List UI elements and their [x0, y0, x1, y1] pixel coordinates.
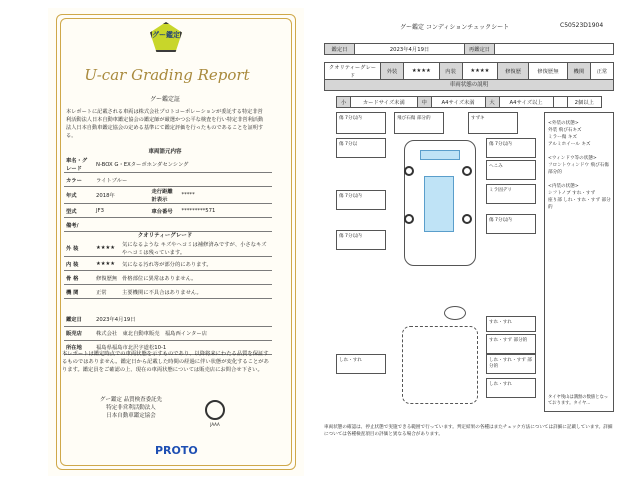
steering-wheel-icon [444, 306, 466, 320]
damage-box: 傷 7分以内 [486, 214, 536, 234]
info-table [64, 312, 272, 355]
damage-box: 傷 7分以内 [486, 138, 536, 158]
table-row: 車名・グレード N-BOX G・EXターボホンダセンシング [64, 156, 272, 173]
legend-text: <外装の状態> 外装 飛び石キズ ミラー傷 キズ アルミホイール キズ <ウィンドウ等の状態> フロントウィンドウ 飛び石傷 部分的 <内装の状態> シフトノブ すれ・すず 座り部 しれ・すれ・すず 部分的 [548, 121, 611, 210]
table-row: カラー ライトブルー [64, 173, 272, 187]
table-row: 備考/ [64, 218, 272, 232]
table-row: 機 関 正常 主要機関に不具合はありません。 [64, 285, 272, 299]
table-row: 小 カードサイズ未満 中 A4サイズ未満 大 A4サイズ以上 2個以上 [337, 97, 602, 108]
table-row: 鑑定日 2023年4月19日 再鑑定日 [325, 44, 614, 55]
damage-box: すずキ [468, 112, 518, 134]
table-row: 所在地 福島県福島市北沢字道松10-1 [64, 340, 272, 354]
wheel-icon [404, 214, 414, 224]
damage-box: 傷 7分以 [336, 138, 386, 158]
damage-box: 傷 7分以内 [336, 190, 386, 210]
damage-box: しれ・すれ・すず 部分的 [486, 354, 536, 374]
sheet-id: C50523D1904 [560, 22, 604, 29]
legend-note: タイヤ残山は溝無の数値となっております。タイヤ... [548, 395, 609, 406]
table-row: 鑑定日 2023年4月19日 [64, 312, 272, 326]
proto-logo: PROTO [155, 444, 198, 457]
report-title: U-car Grading Report [84, 66, 250, 84]
certificate-paragraph: 本レポートに記載される車両は株式会社プロトコーポレーションが委託する特定非営利活動法人日本自動車鑑定協会の鑑定師が厳選かつ公平な検査を行い特定非営利活動法人日本自動車鑑定協会の定める基準にて鑑定評価を行ったものであることを証明する。 [66, 109, 264, 139]
wheel-icon [404, 166, 414, 176]
damage-box: 傷 7分以内 [336, 230, 386, 250]
state-section-title: 車両状態の説明 [324, 79, 614, 91]
damage-box: すれ・すれ [486, 316, 536, 332]
table-row: 外 装 ★★★★ 気になるような キズやヘコミは補修済みですが、小さなキズやヘコミは残っています。 [64, 240, 272, 257]
vehicle-table [64, 156, 272, 232]
table-row: 型式 JF3 車台番号 *********571 [64, 204, 272, 218]
car-roof-glass [424, 176, 454, 232]
vehicle-section-title: 車両語元内容 [148, 149, 182, 155]
footnote: 車両状態の確認は、停止状態で実施できる範囲で行っています。判定結果の各種はまたチェック方法については詳細に記載しています。詳細については各種検査項目の評価と異なる場合があります。 [324, 425, 613, 437]
issuer-block: グー鑑定 品質検査委託先 特定非営利活動法人 日本自動車鑑定協会 [99, 397, 163, 419]
date-table [324, 43, 614, 55]
damage-box: 傷 7分以内 [336, 112, 386, 134]
sheet-title: グー鑑定 コンディションチェックシート [400, 24, 510, 31]
damage-box: ミラ固デリ [486, 184, 536, 204]
table-row: 年式 2018年 走行距離計表示 ***** [64, 187, 272, 204]
table-row: 販売店 株式会社 東北自動車販売 福島西インター店 [64, 326, 272, 340]
wheel-icon [462, 166, 472, 176]
damage-box: へこみ [486, 160, 536, 180]
table-row: 骨 格 修復歴無 骨格部位に異常はありません。 [64, 271, 272, 285]
jaaa-seal-icon [205, 400, 225, 420]
quality-section-title: クオリティーグレード [137, 233, 193, 239]
windshield-glass [420, 150, 460, 160]
certificate-subtitle: グー鑑定証 [149, 96, 180, 103]
size-table [336, 96, 602, 108]
damage-box: すれ・すず 部分的 [486, 334, 536, 354]
grade-table [324, 62, 614, 80]
quality-table [64, 240, 272, 299]
wheel-icon [462, 214, 472, 224]
table-row: クオリティーグレード 外装 ★★★★ 内装 ★★★★ 修復歴 修復歴無 機関 正常 [325, 63, 614, 80]
jaaa-text: JAAA [210, 422, 220, 427]
damage-box: しれ・すれ [336, 354, 386, 374]
table-row: 内 装 ★★★★ 気になる汚れ等が部分的にあります。 [64, 257, 272, 271]
damage-box: しれ・すれ [486, 378, 536, 398]
certificate-note: 本レポートは鑑定時点での車両状態を示すものであり、以降将来にわたる品質を保証するものではありません。鑑定日から記載した時間の経過に伴い状態が変化することがあります。鑑定員をご確認の上、現在の車両状態については販売店にお問合せ下さい。 [62, 351, 269, 373]
interior-diagram [402, 326, 478, 404]
logo-text: グー鑑定 [152, 31, 180, 39]
damage-box: 飛び石傷 部分的 [394, 112, 444, 134]
